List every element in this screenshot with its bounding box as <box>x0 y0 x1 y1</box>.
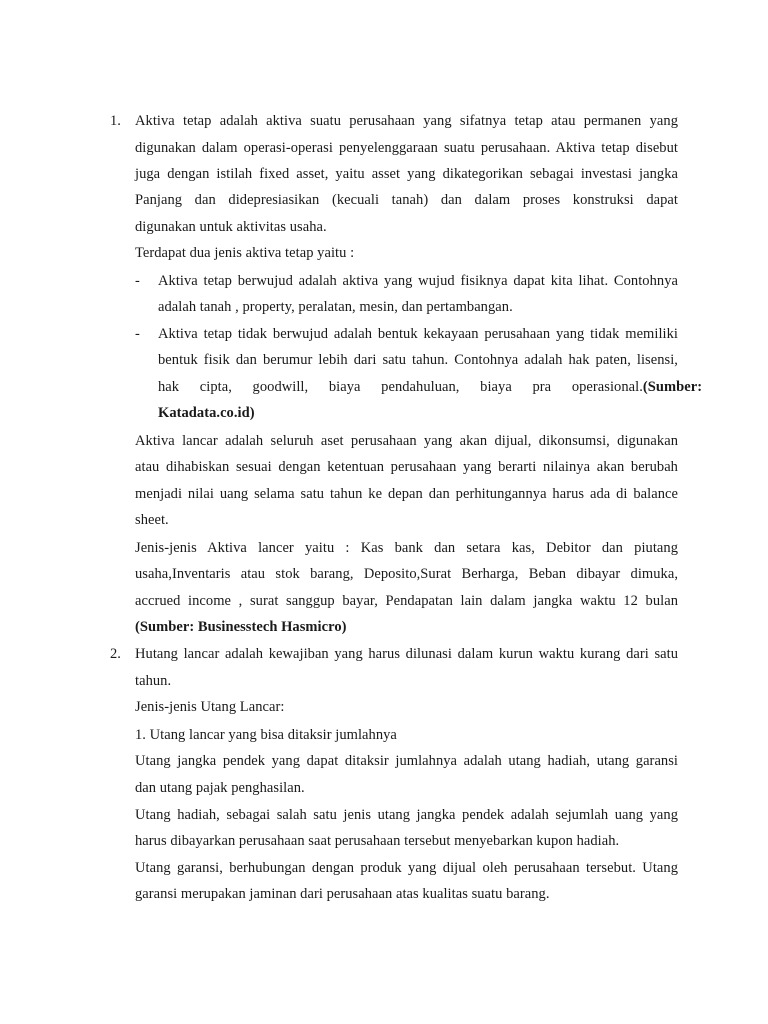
paragraph-line: Panjang dan didepresiasikan (kecuali tanah) dan dalam proses konstruksi dapat <box>135 192 678 208</box>
paragraph-line: Jenis-jenis Aktiva lancer yaitu : Kas bank dan setara kas, Debitor dan piutang <box>135 540 678 556</box>
source-citation: (Sumber: <box>642 379 703 395</box>
source-citation-continued <box>158 404 255 422</box>
paragraph-line: tahun. <box>135 673 172 689</box>
paragraph-line: juga dengan istilah fixed asset, yaitu asset yang dikategorikan sebagai investasi jangka <box>135 166 678 182</box>
paragraph-line: Hutang lancar adalah kewajiban yang harus dilunasi dalam kurun waktu kurang dari satu <box>135 646 678 662</box>
paragraph-line: Utang garansi, berhubungan dengan produk yang dijual oleh perusahaan tersebut. Utang <box>135 860 678 876</box>
fixed-asset-intro: Terdapat dua jenis aktiva tetap yaitu : <box>135 245 355 261</box>
paragraph-line: accrued income , surat sanggup bayar, Pendapatan lain dalam jangka waktu 12 bulan <box>135 593 678 609</box>
bullet-dash: - <box>135 326 140 342</box>
bullet-line: bentuk fisik dan berumur lebih dari satu tahun. Contohnya adalah hak paten, lisensi, <box>158 352 678 368</box>
paragraph-line: Utang hadiah, sebagai salah satu jenis utang jangka pendek adalah sejumlah uang yang <box>135 807 678 823</box>
bullet-line-text: hak cipta, goodwill, biaya pendahuluan, biaya pra operasional. <box>158 379 643 395</box>
bullet-line: adalah tanah , property, peralatan, mesin, dan pertambangan. <box>158 299 513 315</box>
section-heading: Jenis-jenis Utang Lancar: <box>135 699 285 715</box>
bullet-line: Aktiva tetap berwujud adalah aktiva yang wujud fisiknya dapat kita lihat. Contohnya <box>158 273 678 289</box>
paragraph-line: Aktiva lancar adalah seluruh aset perusahaan yang akan dijual, dikonsumsi, digunakan <box>135 433 678 449</box>
paragraph-line: atau dihabiskan sesuai dengan ketentuan perusahaan yang berarti nilainya akan berubah <box>135 459 678 475</box>
bullet-dash: - <box>135 273 140 289</box>
list-number-2: 2. <box>110 646 121 662</box>
paragraph-line: Aktiva tetap adalah aktiva suatu perusahaan yang sifatnya tetap atau permanen yang <box>135 113 678 129</box>
paragraph-line: usaha,Inventaris atau stok barang, Deposito,Surat Berharga, Beban dibayar dimuka, <box>135 566 678 582</box>
bullet-line: Aktiva tetap tidak berwujud adalah bentuk kekayaan perusahaan yang tidak memiliki <box>158 326 678 342</box>
paragraph-line: garansi merupakan jaminan dari perusahaan atas kualitas suatu barang. <box>135 886 550 902</box>
source-citation-text: Katadata.co.id) <box>158 405 255 421</box>
paragraph-line: sheet. <box>135 512 169 528</box>
list-number-1: 1. <box>110 113 121 129</box>
paragraph-line: digunakan untuk aktivitas usaha. <box>135 219 327 235</box>
bullet-line-with-source <box>158 378 703 396</box>
paragraph-line: harus dibayarkan perusahaan saat perusahaan tersebut menyebarkan kupon hadiah. <box>135 833 620 849</box>
paragraph-line: menjadi nilai uang selama satu tahun ke depan dan perhitungannya harus ada di balance <box>135 486 678 502</box>
subsection-heading: 1. Utang lancar yang bisa ditaksir jumlahnya <box>135 727 397 743</box>
source-citation-text: (Sumber: Businesstech Hasmicro) <box>135 619 347 635</box>
paragraph-line: Utang jangka pendek yang dapat ditaksir jumlahnya adalah utang hadiah, utang garansi <box>135 753 678 769</box>
paragraph-line: dan utang pajak penghasilan. <box>135 780 305 796</box>
source-citation-businesstech <box>135 618 347 636</box>
paragraph-line: digunakan dalam operasi-operasi penyelenggaraan suatu perusahaan. Aktiva tetap disebut <box>135 140 678 156</box>
